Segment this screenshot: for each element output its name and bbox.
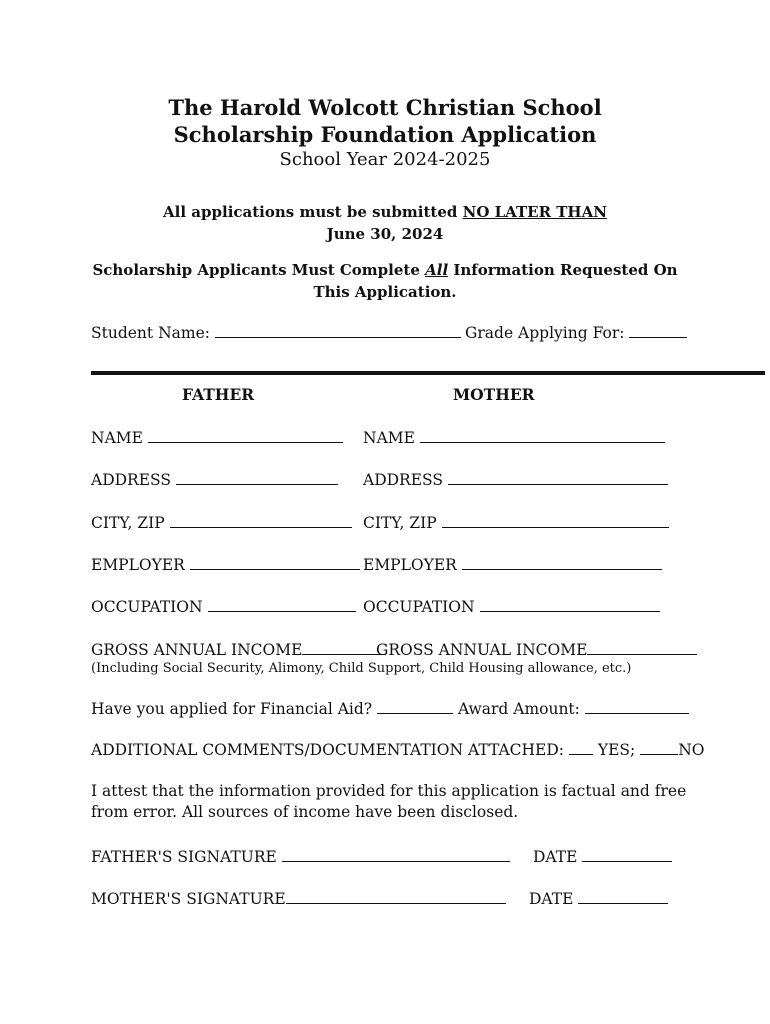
award-amount-field[interactable] bbox=[585, 698, 689, 714]
mother-occupation-field[interactable] bbox=[480, 596, 660, 612]
deadline-line1 bbox=[0, 203, 770, 221]
father-income-field[interactable] bbox=[302, 639, 386, 655]
father-city-zip-field[interactable] bbox=[170, 512, 352, 528]
requirement-suffix: Information Requested On bbox=[448, 261, 678, 279]
student-name-label: Student Name: bbox=[91, 324, 210, 342]
father-address-field[interactable] bbox=[176, 469, 338, 485]
father-signature-label: FATHER'S SIGNATURE bbox=[91, 848, 277, 866]
mother-occupation-label: OCCUPATION bbox=[363, 598, 475, 616]
father-signature-row bbox=[91, 846, 510, 866]
mother-address-row bbox=[363, 469, 668, 489]
mother-name-row bbox=[363, 427, 665, 447]
mother-city-zip-row bbox=[363, 512, 669, 532]
school-year: School Year 2024-2025 bbox=[279, 149, 491, 170]
father-address-row bbox=[91, 469, 338, 489]
student-name-field[interactable] bbox=[215, 322, 461, 338]
grade-row bbox=[465, 322, 687, 342]
father-occupation-label: OCCUPATION bbox=[91, 598, 203, 616]
father-signature-field[interactable] bbox=[282, 846, 510, 862]
form-title-line1: The Harold Wolcott Christian School bbox=[168, 95, 602, 120]
mother-address-label: ADDRESS bbox=[363, 471, 443, 489]
form-title-line2: Scholarship Foundation Application bbox=[173, 122, 597, 147]
student-name-row bbox=[91, 322, 461, 342]
grade-field[interactable] bbox=[629, 322, 687, 338]
mother-employer-label: EMPLOYER bbox=[363, 556, 457, 574]
attest-line2: from error. All sources of income have been disclosed. bbox=[91, 803, 519, 821]
father-income-row bbox=[91, 639, 386, 659]
father-occupation-field[interactable] bbox=[208, 596, 356, 612]
mother-signature-field[interactable] bbox=[286, 888, 506, 904]
comments-label: ADDITIONAL COMMENTS/DOCUMENTATION ATTACHED: bbox=[91, 741, 564, 759]
father-employer-field[interactable] bbox=[190, 554, 360, 570]
father-address-label: ADDRESS bbox=[91, 471, 171, 489]
father-income-label: GROSS ANNUAL INCOME bbox=[91, 641, 303, 659]
mother-date-field[interactable] bbox=[578, 888, 668, 904]
comments-yes-field[interactable] bbox=[569, 739, 593, 755]
grade-label: Grade Applying For: bbox=[465, 324, 625, 342]
mother-income-row bbox=[376, 639, 697, 659]
financial-aid-row bbox=[91, 698, 689, 718]
father-date-field[interactable] bbox=[582, 846, 672, 862]
mother-city-zip-label: CITY, ZIP bbox=[363, 514, 437, 532]
mother-name-label: NAME bbox=[363, 429, 415, 447]
mother-column-header: MOTHER bbox=[453, 385, 535, 404]
comments-row bbox=[91, 739, 704, 759]
mother-signature-label: MOTHER'S SIGNATURE bbox=[91, 890, 286, 908]
deadline-date: June 30, 2024 bbox=[326, 225, 444, 243]
mother-income-field[interactable] bbox=[587, 639, 697, 655]
award-amount-label: Award Amount: bbox=[457, 700, 580, 718]
mother-signature-row bbox=[91, 888, 506, 908]
comments-yes-label: YES; bbox=[597, 741, 636, 759]
deadline-prefix: All applications must be submitted bbox=[163, 203, 463, 221]
father-city-zip-row bbox=[91, 512, 352, 532]
father-date-row bbox=[533, 846, 672, 866]
mother-address-field[interactable] bbox=[448, 469, 668, 485]
father-date-label: DATE bbox=[533, 848, 578, 866]
mother-name-field[interactable] bbox=[420, 427, 665, 443]
father-column-header: FATHER bbox=[182, 385, 255, 404]
financial-aid-field[interactable] bbox=[377, 698, 453, 714]
mother-occupation-row bbox=[363, 596, 660, 616]
mother-city-zip-field[interactable] bbox=[442, 512, 669, 528]
father-employer-label: EMPLOYER bbox=[91, 556, 185, 574]
mother-date-label: DATE bbox=[529, 890, 574, 908]
father-occupation-row bbox=[91, 596, 356, 616]
deadline-emphasis: NO LATER THAN bbox=[462, 203, 607, 221]
section-divider bbox=[91, 371, 765, 375]
mother-date-row bbox=[529, 888, 668, 908]
attest-line1: I attest that the information provided for this application is factual and free bbox=[91, 782, 687, 800]
father-name-row bbox=[91, 427, 343, 447]
financial-aid-question: Have you applied for Financial Aid? bbox=[91, 700, 373, 718]
income-note: (Including Social Security, Alimony, Child Support, Child Housing allowance, etc.) bbox=[91, 661, 632, 676]
father-name-label: NAME bbox=[91, 429, 143, 447]
father-name-field[interactable] bbox=[148, 427, 343, 443]
requirement-emphasis: All bbox=[425, 261, 449, 279]
requirement-line2: This Application. bbox=[313, 283, 457, 301]
mother-employer-field[interactable] bbox=[462, 554, 662, 570]
comments-no-label: NO bbox=[678, 741, 705, 759]
mother-income-label: GROSS ANNUAL INCOME bbox=[376, 641, 588, 659]
father-employer-row bbox=[91, 554, 360, 574]
requirement-line1 bbox=[0, 261, 770, 279]
comments-no-field[interactable] bbox=[640, 739, 678, 755]
mother-employer-row bbox=[363, 554, 662, 574]
requirement-prefix: Scholarship Applicants Must Complete bbox=[92, 261, 426, 279]
father-city-zip-label: CITY, ZIP bbox=[91, 514, 165, 532]
